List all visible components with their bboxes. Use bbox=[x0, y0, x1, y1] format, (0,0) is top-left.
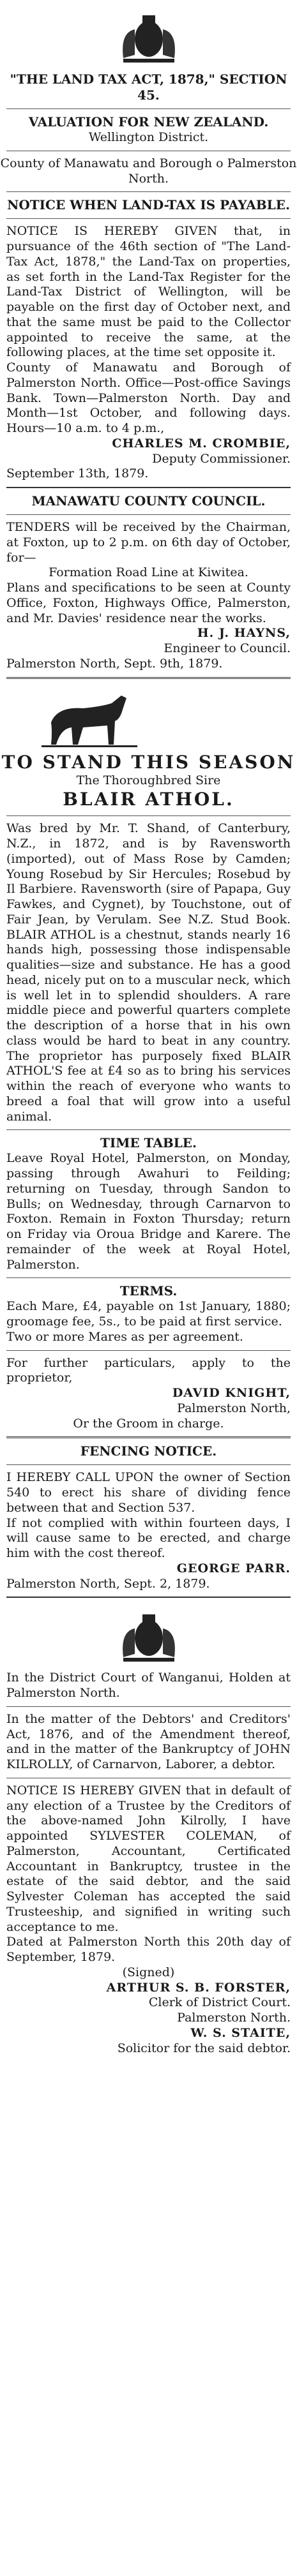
county-line: County of Manawatu and Borough o Palmerston North. bbox=[0, 156, 297, 186]
divider bbox=[6, 1464, 291, 1465]
signature-title: Clerk of District Court. bbox=[148, 1995, 291, 2010]
terms-note: Two or more Mares as per agreement. bbox=[6, 1329, 243, 1344]
stand-season-heading: TO STAND THIS SEASON bbox=[1, 751, 296, 773]
bankruptcy-dated: Dated at Palmerston North this 20th day of September, 1879. bbox=[6, 1935, 291, 1964]
signed-label: (Signed) bbox=[122, 1965, 175, 1979]
time-table-heading: TIME TABLE. bbox=[100, 1135, 197, 1151]
divider bbox=[6, 1277, 291, 1278]
notice-heading: NOTICE WHEN LAND-TAX IS PAYABLE. bbox=[7, 197, 290, 213]
divider bbox=[6, 487, 291, 488]
divider bbox=[6, 677, 291, 679]
royal-coat-of-arms-icon bbox=[104, 1603, 194, 1667]
fencing-heading: FENCING NOTICE. bbox=[80, 1443, 217, 1459]
groom-line: Or the Groom in charge. bbox=[73, 1416, 224, 1431]
bankruptcy-body: NOTICE IS HEREBY GIVEN that in default of any election of a Trustee by the Creditors of the above-named John Kilrolly, I have appointed SYLVESTER COLEMAN, of Palmerston, Accountant, Certificated Accountant in Bankruptcy, trustee in the estate of the said debtor, and the said Sylvester Coleman has accepted the said Trusteeship, and signified in writing such acceptance to me. bbox=[6, 1783, 291, 1934]
tender-body: TENDERS will be received by the Chairman, at Foxton, up to 2 p.m. on 6th day of October, for— bbox=[6, 520, 291, 565]
divider bbox=[6, 1129, 291, 1130]
land-tax-act-title: "THE LAND TAX ACT, 1878," SECTION 45. bbox=[10, 71, 287, 103]
signature-place: Palmerston North, bbox=[177, 1401, 291, 1415]
signature-hayns: H. J. HAYNS, bbox=[197, 626, 291, 641]
notice-schedule: County of Manawatu and Borough of Palmerston North. Office—Post-office Savings Bank. Town—Palmerston North. Day and Month—1st October, and following days. Hours—10 a.m. to 4 p.m., bbox=[6, 361, 291, 435]
tender-date: Palmerston North, Sept. 9th, 1879. bbox=[6, 656, 223, 671]
court-line: In the District Court of Wanganui, Holden at Palmerston North. bbox=[6, 1671, 291, 1700]
notice-body: NOTICE IS HEREBY GIVEN that, in pursuance of the 46th section of "The Land-Tax Act, 1878," the Land-Tax on properties, as set forth in the Land-Tax Register for the Land-Tax District of Wellington, will be payable on the first day of October next, and that the same must be paid to the Collector appointed to receive the same, at the following places, at the time set opposite it. bbox=[6, 224, 291, 360]
further-particulars: For further particulars, apply to the proprietor, bbox=[6, 1355, 291, 1385]
time-table-body: Leave Royal Hotel, Palmerston, on Monday, passing through Awahuri to Feilding; returning on Tuesday, through Sandon to Bulls; on Wednesday, through Carnarvon to Foxton. Remain in Foxton Thursday; return on Friday via Oroua Bridge and Karere. The remainder of the week at Royal Hotel, Palmerston. bbox=[6, 1151, 291, 1272]
divider bbox=[6, 1436, 291, 1438]
tender-item: Formation Road Line at Kiwitea. bbox=[49, 565, 248, 580]
fencing-body: I HEREBY CALL UPON the owner of Section 540 to erect his share of dividing fence between that and Section 537. bbox=[6, 1470, 291, 1515]
terms-body: Each Mare, £4, payable on 1st January, 1880; groomage fee, 5s., to be paid at first service. bbox=[6, 1299, 291, 1329]
divider bbox=[6, 191, 291, 192]
council-heading: MANAWATU COUNTY COUNCIL. bbox=[31, 493, 266, 509]
divider bbox=[6, 815, 291, 816]
signature-title: Engineer to Council. bbox=[164, 641, 291, 655]
fencing-date: Palmerston North, Sept. 2, 1879. bbox=[6, 1576, 210, 1591]
royal-coat-of-arms-icon bbox=[104, 4, 194, 68]
signature-forster: ARTHUR S. B. FORSTER, bbox=[106, 1980, 291, 1995]
fencing-body-2: If not complied with within fourteen days, I will cause same to be erected, and charge him with the cost thereof. bbox=[6, 1515, 291, 1560]
signature-title: Deputy Commissioner. bbox=[152, 451, 291, 466]
divider bbox=[6, 108, 291, 109]
signature-knight: DAVID KNIGHT, bbox=[172, 1386, 291, 1400]
divider bbox=[6, 1597, 291, 1598]
signature-crombie: CHARLES M. CROMBIE, bbox=[112, 436, 291, 450]
horse-illustration-icon bbox=[38, 684, 141, 751]
solicitor-name: W. S. STAITE, bbox=[190, 2025, 291, 2040]
solicitor-title: Solicitor for the said debtor. bbox=[117, 2041, 291, 2055]
horse-name: BLAIR ATHOL. bbox=[63, 789, 234, 810]
divider bbox=[6, 514, 291, 515]
bankruptcy-matter: In the matter of the Debtors' and Creditors' Act, 1876, and of the Amendment thereof, and in the matter of the Bankruptcy of JOHN KILROLLY, of Carnarvon, Laborer, a debtor. bbox=[6, 1711, 291, 1771]
divider bbox=[6, 218, 291, 219]
signature-parr: GEORGE PARR. bbox=[176, 1561, 291, 1575]
tender-plans: Plans and specifications to be seen at County Office, Foxton, Highways Office, Palmerston, and Mr. Davies' residence near the works. bbox=[6, 581, 291, 625]
notice-date: September 13th, 1879. bbox=[6, 466, 149, 481]
terms-heading: TERMS. bbox=[119, 1283, 178, 1299]
thoroughbred-subheading: The Thoroughbred Sire bbox=[76, 773, 221, 787]
district-line: Wellington District. bbox=[88, 130, 209, 144]
divider bbox=[6, 1706, 291, 1707]
divider bbox=[6, 1350, 291, 1351]
horse-description: Was bred by Mr. T. Shand, of Canterbury, N.Z., in 1872, and is by Ravensworth (imported), out of Mass Rose by Camden; Young Rosebud by Sir Hercules; Rosebud by Il Barbiere. Ravensworth (sire of Papapa, Guy Fawkes, and Cygnet), by Touchstone, out of Fair Jean, by Verulam. See N.Z. Stud Book. BLAIR ATHOL is a chestnut, stands nearly 16 hands high, possessing those indispensable qualities—size and substance. He has a good head, nicely put on to a muscular neck, which is well let in to splendid shoulders. A rare middle piece and powerful quarters complete the description of a horse that in his own class would be hard to beat in any country. The proprietor has purposely fixed BLAIR ATHOL'S fee at £4 so as to bring his services within the reach of everyone who wants to breed a foal that will grow into a useful animal. bbox=[6, 821, 291, 1124]
signature-place: Palmerston North. bbox=[177, 2011, 291, 2025]
valuation-heading: VALUATION FOR NEW ZEALAND. bbox=[28, 114, 269, 130]
